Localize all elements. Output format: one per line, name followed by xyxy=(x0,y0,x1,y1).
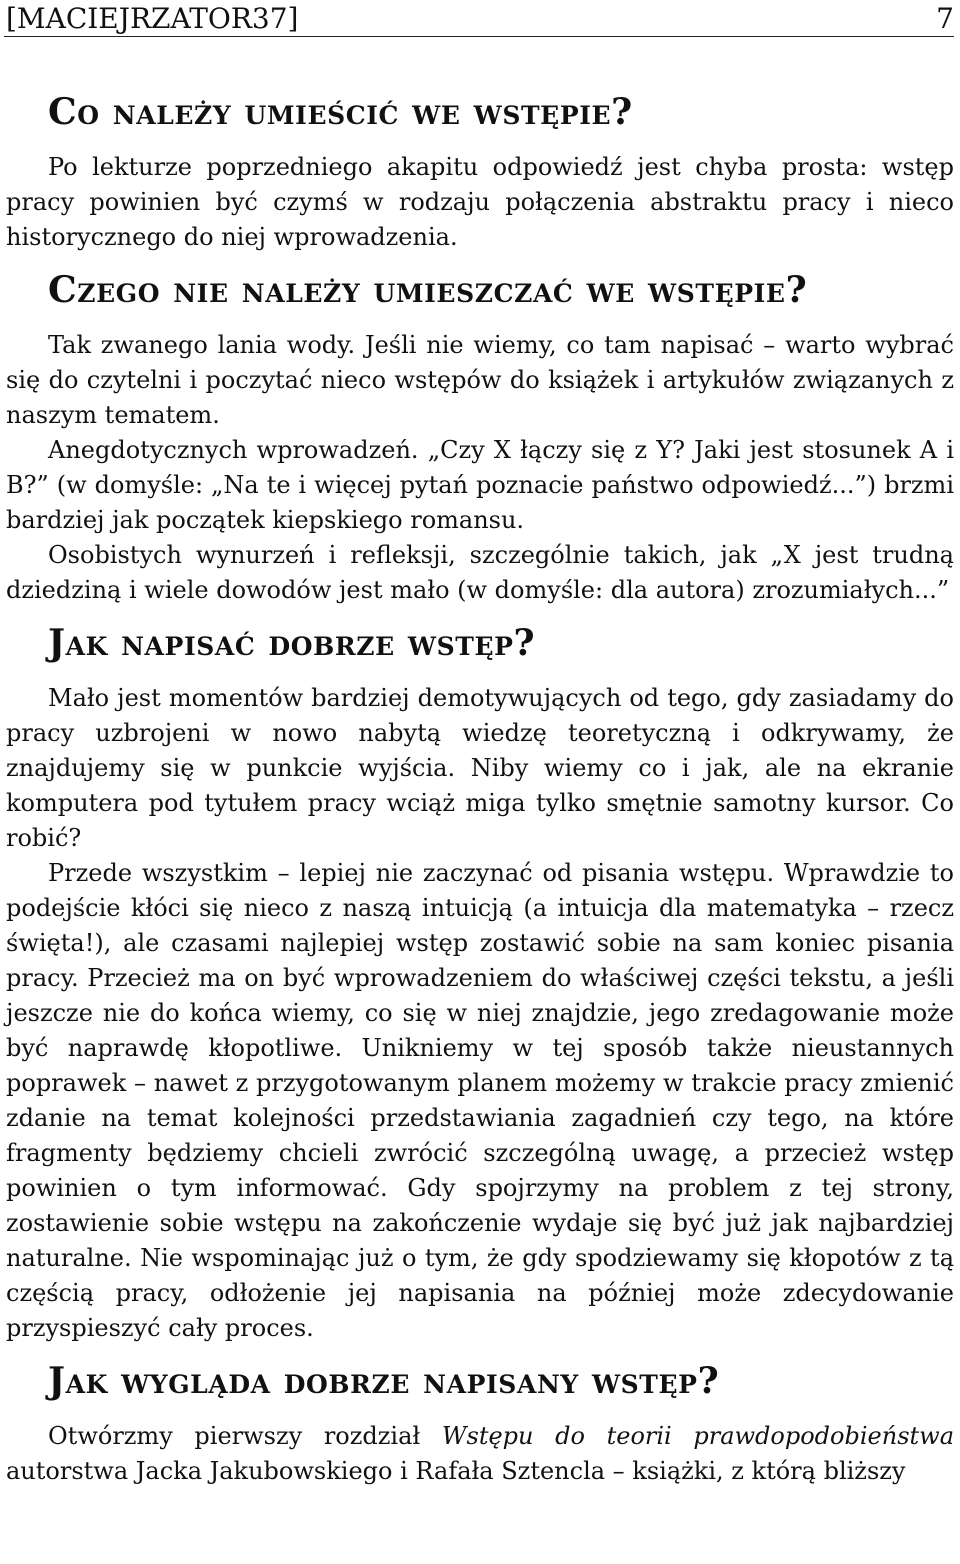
section-heading-good-example: Jak wygląda dobrze napisany wstęp? xyxy=(48,1360,720,1402)
paragraph: Po lekturze poprzedniego akapitu odpowiedź jest chyba prosta: wstęp pracy powinien być czymś w rodzaju połączenia abstraktu pracy i nieco historycznego do niej wprowadzenia. xyxy=(6,153,954,251)
document-body xyxy=(6,91,955,1489)
paragraph: Anegdotycznych wprowadzeń. „Czy X łączy się z Y? Jaki jest stosunek A i B?” (w domyśle: „Na te i więcej pytań poznacie państwo odpowiedź...”) brzmi bardziej jak początek kiepskiego romansu. xyxy=(6,436,954,534)
paragraph-text: autorstwa Jacka Jakubowskiego i Rafała Sztencla – książki, z którą bliższy xyxy=(6,1457,906,1485)
paragraph: Mało jest momentów bardziej demotywujących od tego, gdy zasiadamy do pracy uzbrojeni w nowo nabytą wiedzę teoretyczną i odkrywamy, że znajdujemy się w punkcie wyjścia. Niby wiemy co i jak, ale na ekranie komputera pod tytułem pracy wciąż miga tylko smętnie samotny kursor. Co robić? xyxy=(6,684,954,852)
paragraph-text: Otwórzmy pierwszy rozdział xyxy=(48,1422,442,1450)
paragraph xyxy=(6,1419,954,1489)
paragraph: Tak zwanego lania wody. Jeśli nie wiemy, co tam napisać – warto wybrać się do czytelni i poczytać nieco wstępów do książek i artykułów związanych z naszym tematem. xyxy=(6,331,954,429)
paragraph: Osobistych wynurzeń i refleksji, szczególnie takich, jak „X jest trudną dziedziną i wiele dowodów jest mało (w domyśle: dla autora) zrozumiałych...” xyxy=(6,541,954,604)
section-heading-what-not-to-include: Czego nie należy umieszczać we wstępie? xyxy=(48,269,808,311)
section-heading-what-to-include: Co należy umieścić we wstępie? xyxy=(48,91,633,133)
header-rule xyxy=(4,36,954,37)
section-heading-how-to-write: Jak napisać dobrze wstęp? xyxy=(48,622,536,664)
page-number: 7 xyxy=(936,2,954,35)
book-title: Wstępu do teorii prawdopodobieństwa xyxy=(441,1422,955,1450)
paragraph: Przede wszystkim – lepiej nie zaczynać od pisania wstępu. Wprawdzie to podejście kłóci się nieco z naszą intuicją (a intuicja dla matematyka – rzecz święta!), ale czasami najlepiej wstęp zostawić sobie na sam koniec pisania pracy. Przecież ma on być wprowadzeniem do właściwej części tekstu, a jeśli jeszcze nie do końca wiemy, co się w niej znajdzie, jego zredagowanie może być naprawdę kłopotliwe. Unikniemy w tej sposób także nieustannych poprawek – nawet z przygotowanym planem możemy w trakcie pracy zmienić zdanie na temat kolejności przedstawiania zagadnień czy tego, na które fragmenty będziemy chcieli zwrócić szczególną uwagę, a przecież wstęp powinien o tym informować. Gdy spojrzymy na problem z tej strony, zostawienie sobie wstępu na zakończenie wydaje się być już jak najbardziej naturalne. Nie wspominając już o tym, że gdy spodziewamy się kłopotów z tą częścią pracy, odłożenie jej napisania na później może zdecydowanie przyspieszyć cały proces. xyxy=(6,859,954,1342)
running-head-title: [MACIEJRZATOR37] xyxy=(6,2,299,35)
